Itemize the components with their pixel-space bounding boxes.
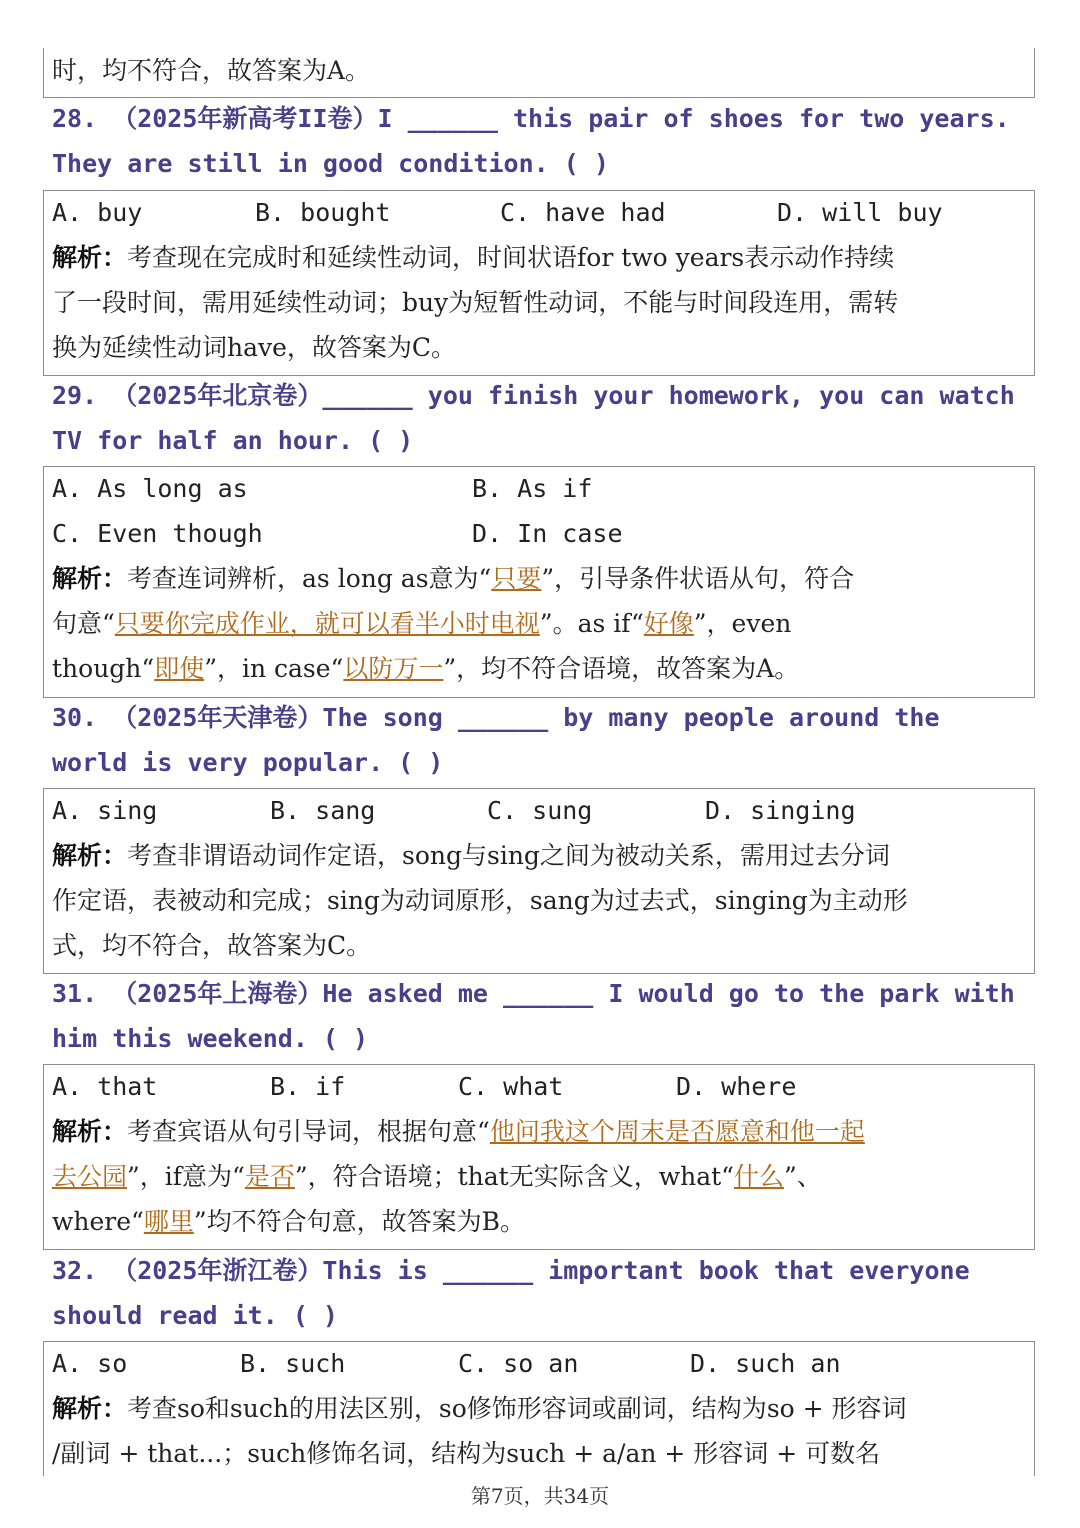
option-c: C. what [458, 1072, 564, 1101]
question-29-line1: 29. （2025年北京卷）______ you finish your homework, you can watch [52, 381, 1015, 410]
analysis-label: 解析： [52, 1117, 128, 1146]
analysis-text: though“ [52, 654, 155, 683]
underlined-translation: 哪里 [143, 1207, 194, 1236]
option-b: B. As if [472, 474, 593, 503]
question-30-line1: 30. （2025年天津卷）The song ______ by many people around the [52, 703, 940, 732]
underlined-translation: 什么 [733, 1162, 784, 1191]
analysis-text: 考查宾语从句引导词，根据句意“ [127, 1117, 490, 1146]
analysis-text: where“ [52, 1207, 144, 1236]
analysis-29-line2 [52, 609, 791, 639]
analysis-text: ”，even [693, 609, 792, 638]
analysis-text: ”、 [783, 1162, 822, 1191]
answer-fragment: 时，均不符合，故答案为A。 [52, 56, 371, 85]
underlined-translation: 去公园 [52, 1162, 128, 1191]
analysis-28-line3: 换为延续性动词have，故答案为C。 [52, 333, 457, 362]
option-d: D. singing [705, 796, 856, 825]
analysis-label: 解析： [52, 841, 128, 870]
underlined-translation: 即使 [154, 654, 205, 683]
question-28-line1: 28. （2025年新高考II卷）I ______ this pair of shoes for two years. [52, 104, 1010, 133]
option-b: B. bought [255, 198, 391, 227]
analysis-text: ”，均不符合语境，故答案为A。 [443, 654, 800, 683]
page-footer: 第7页，共34页 [470, 1484, 610, 1508]
option-c: C. so an [458, 1349, 579, 1378]
underlined-translation: 只要你完成作业，就可以看半小时电视 [114, 609, 540, 638]
option-b: B. if [270, 1072, 346, 1101]
analysis-text: 句意“ [52, 609, 115, 638]
analysis-label: 解析： [52, 564, 128, 593]
analysis-text: 考查非谓语动词作定语，song与sing之间为被动关系，需用过去分词 [127, 841, 890, 870]
underlined-translation: 好像 [643, 609, 694, 638]
option-c: C. have had [500, 198, 666, 227]
analysis-28-line2: 了一段时间，需用延续性动词；buy为短暂性动词，不能与时间段连用，需转 [52, 288, 899, 317]
option-a: A. sing [52, 796, 158, 825]
analysis-32-line2: /副词 + that...；such修饰名词，结构为such + a/an + 形容词 + 可数名 [52, 1439, 881, 1468]
analysis-31-line3 [52, 1207, 525, 1237]
option-c: C. sung [487, 796, 593, 825]
option-a: A. buy [52, 198, 143, 227]
analysis-text: ”，if意为“ [127, 1162, 245, 1191]
analysis-text: ”均不符合句意，故答案为B。 [193, 1207, 525, 1236]
option-c: C. Even though [52, 519, 263, 548]
underlined-translation: 是否 [244, 1162, 295, 1191]
analysis-32-line1 [52, 1394, 907, 1424]
question-30-line2: world is very popular. ( ) [52, 748, 444, 777]
option-b: B. such [240, 1349, 346, 1378]
analysis-29-line3 [52, 654, 799, 684]
analysis-30-line2: 作定语，表被动和完成；sing为动词原形，sang为过去式，singing为主动形 [52, 886, 908, 915]
analysis-30-line3: 式，均不符合，故答案为C。 [52, 931, 372, 960]
analysis-text: 考查连词辨析，as long as意为“ [127, 564, 492, 593]
underlined-translation: 他问我这个周末是否愿意和他一起 [489, 1117, 865, 1146]
option-b: B. sang [270, 796, 376, 825]
option-d: D. In case [472, 519, 623, 548]
question-29-line2: TV for half an hour. ( ) [52, 426, 414, 455]
analysis-text: ”，符合语境；that无实际含义，what“ [294, 1162, 734, 1191]
analysis-text: 考查so和such的用法区别，so修饰形容词或副词，结构为so + 形容词 [127, 1394, 907, 1423]
option-a: A. As long as [52, 474, 248, 503]
analysis-text: 考查现在完成时和延续性动词，时间状语for two years表示动作持续 [127, 243, 895, 272]
analysis-text: ”，引导条件状语从句，符合 [541, 564, 855, 593]
option-a: A. so [52, 1349, 128, 1378]
analysis-text: ”。as if“ [539, 609, 644, 638]
underlined-translation: 只要 [491, 564, 542, 593]
question-28-line2: They are still in good condition. ( ) [52, 149, 609, 178]
underlined-translation: 以防万一 [343, 654, 444, 683]
analysis-label: 解析： [52, 1394, 128, 1423]
analysis-29-line1 [52, 564, 854, 594]
option-d: D. where [676, 1072, 797, 1101]
analysis-31-line2 [52, 1162, 822, 1192]
question-31-line1: 31. （2025年上海卷）He asked me ______ I would go to the park with [52, 979, 1015, 1008]
analysis-31-line1 [52, 1117, 865, 1147]
analysis-label: 解析： [52, 243, 128, 272]
analysis-text: ”，in case“ [204, 654, 344, 683]
question-31-line2: him this weekend. ( ) [52, 1024, 369, 1053]
option-d: D. will buy [777, 198, 943, 227]
option-a: A. that [52, 1072, 158, 1101]
option-d: D. such an [690, 1349, 841, 1378]
analysis-30-line1 [52, 841, 890, 871]
analysis-28-line1 [52, 243, 894, 273]
question-32-line2: should read it. ( ) [52, 1301, 338, 1330]
question-32-line1: 32. （2025年浙江卷）This is ______ important book that everyone [52, 1256, 970, 1285]
